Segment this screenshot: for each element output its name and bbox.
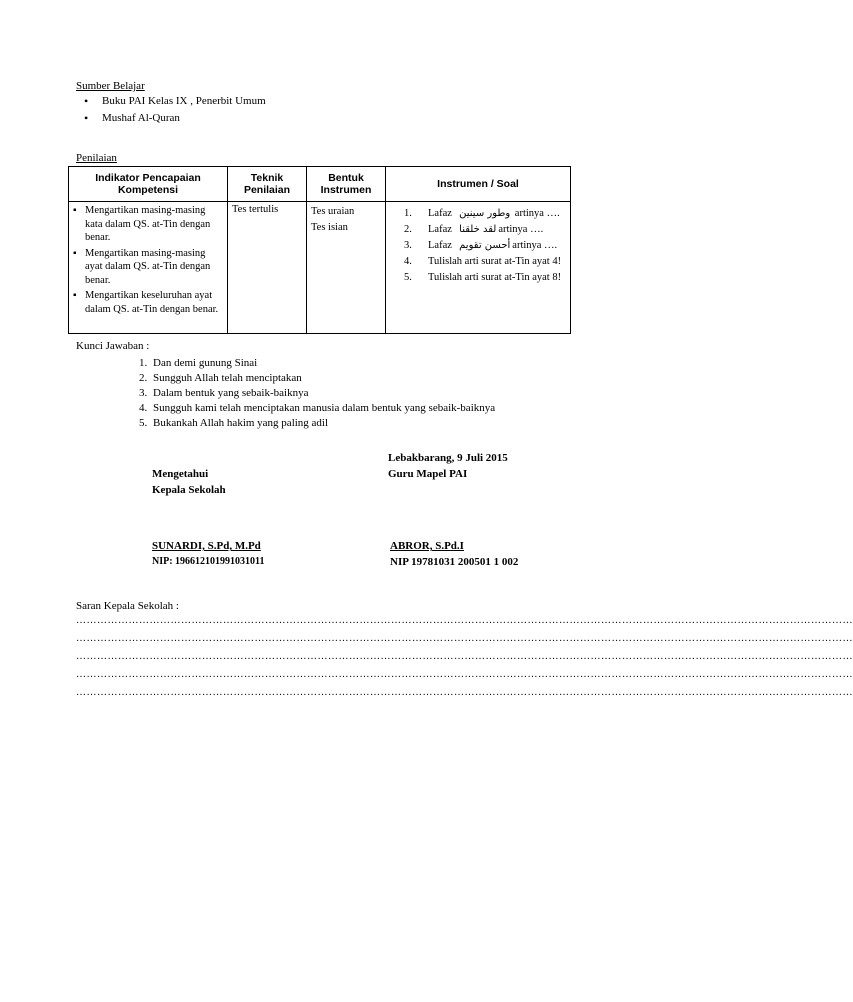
penilaian-table: [68, 166, 571, 334]
header-teknik: Teknik Penilaian: [228, 167, 307, 202]
arabic-text: لقد خلقنا: [459, 224, 497, 235]
left-signatory-nip: NIP: 196612101991031011: [152, 556, 265, 567]
cell-indikator: [69, 202, 228, 334]
arabic-text: وطور سينين: [459, 208, 511, 219]
table-row: [69, 202, 571, 334]
cell-bentuk: [307, 202, 386, 334]
bentuk-uraian: Tes uraian: [311, 206, 355, 217]
cell-teknik: Tes tertulis: [228, 202, 307, 334]
cell-soal: [386, 202, 571, 334]
list-item: 1. Lafaz وطور سينين artinya ….: [404, 208, 560, 219]
sumber-belajar-heading: Sumber Belajar: [76, 80, 145, 92]
list-item: 2. Lafaz لقد خلقنا artinya ….: [404, 224, 544, 235]
list-item: 1. Dan demi gunung Sinai: [139, 357, 258, 369]
left-role-kepala-sekolah: Kepala Sekolah: [152, 484, 226, 496]
arabic-text: أحسن تقويم: [459, 240, 511, 251]
header-instrumen: Instrumen / Soal: [386, 167, 571, 202]
list-item: ▪ Mengartikan keseluruhan ayat dalam QS. at-Tin dengan benar.: [73, 289, 223, 316]
dotted-line: ……………………………………………………………………………………………………………………………………………………………………………………………………: [76, 651, 853, 662]
right-signatory-nip: NIP 19781031 200501 1 002: [390, 556, 519, 568]
saran-heading: Saran Kepala Sekolah :: [76, 600, 179, 612]
list-item: 3. Dalam bentuk yang sebaik-baiknya: [139, 387, 309, 399]
dotted-line: ……………………………………………………………………………………………………………………………………………………………………………………………………: [76, 633, 853, 644]
list-item: • Buku PAI Kelas IX , Penerbit Umum: [76, 93, 266, 110]
list-item: 5. Bukankah Allah hakim yang paling adil: [139, 417, 329, 429]
header-bentuk: Bentuk Instrumen: [307, 167, 386, 202]
list-item: 4. Tulislah arti surat at-Tin ayat 4!: [404, 256, 562, 267]
table-header-row: [69, 167, 571, 202]
right-role: Guru Mapel PAI: [388, 468, 468, 480]
place-date: Lebakbarang, 9 Juli 2015: [388, 452, 508, 464]
kunci-jawaban-list: [139, 356, 495, 431]
list-item: ▪ Mengartikan masing-masing ayat dalam QS. at-Tin dengan benar.: [73, 247, 223, 288]
dotted-line: ……………………………………………………………………………………………………………………………………………………………………………………………………: [76, 687, 853, 698]
dotted-line: ……………………………………………………………………………………………………………………………………………………………………………………………………: [76, 669, 853, 680]
right-signatory-name: ABROR, S.Pd.I: [390, 540, 464, 552]
bentuk-isian: Tes isian: [311, 222, 348, 233]
list-item: • Mushaf Al-Quran: [76, 110, 266, 127]
left-signatory-name: SUNARDI, S.Pd, M.Pd: [152, 540, 261, 552]
list-item: 2. Sungguh Allah telah menciptakan: [139, 372, 302, 384]
sumber-belajar-list: [76, 93, 266, 127]
list-item: 5. Tulislah arti surat at-Tin ayat 8!: [404, 272, 562, 283]
penilaian-heading: Penilaian: [76, 152, 117, 164]
dotted-line: ……………………………………………………………………………………………………………………………………………………………………………………………………: [76, 615, 853, 626]
list-item: 4. Sungguh kami telah menciptakan manusia dalam bentuk yang sebaik-baiknya: [139, 402, 496, 414]
left-role-mengetahui: Mengetahui: [152, 468, 209, 480]
list-item: ▪ Mengartikan masing-masing kata dalam QS. at-Tin dengan benar.: [73, 204, 223, 245]
header-indikator: Indikator Pencapaian Kompetensi: [69, 167, 228, 202]
list-item: 3. Lafaz أحسن تقويم artinya ….: [404, 240, 558, 251]
kunci-jawaban-heading: Kunci Jawaban :: [76, 340, 150, 352]
